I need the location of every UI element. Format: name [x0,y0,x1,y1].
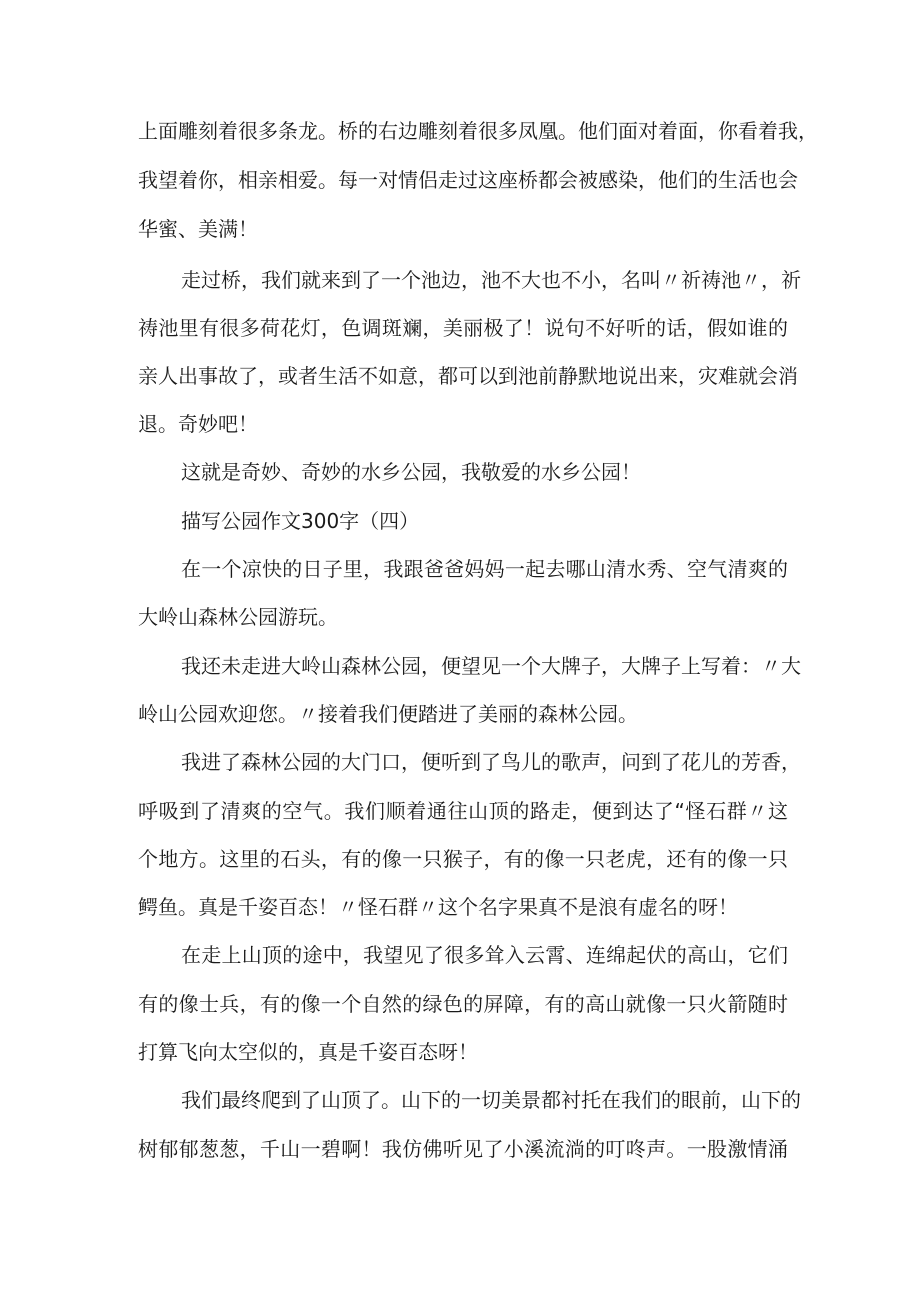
text-line: 个地方。这里的石头，有的像一只猴子，有的像一只老虎，还有的像一只 [138,847,788,871]
text-line: 呼吸到了清爽的空气。我们顺着通往山顶的路走，便到达了“怪石群〃这 [138,799,788,823]
text-line: 亲人出事故了，或者生活不如意，都可以到池前静默地说出来，灾难就会消 [138,364,798,388]
text-line: 在走上山顶的途中，我望见了很多耸入云霄、连绵起伏的高山，它们 [181,943,788,967]
text-line: 我望着你，相亲相爱。每一对情侣走过这座桥都会被感染，他们的生活也会 [138,168,798,192]
text-line: 我进了森林公园的大门口，便听到了鸟儿的歌声，问到了花儿的芳香， [181,750,801,774]
text-line: 上面雕刻着很多条龙。桥的右边雕刻着很多凤凰。他们面对着面，你看着我， [138,119,818,143]
text-line: 大岭山森林公园游玩。 [138,605,338,629]
text-line: 祷池里有很多荷花灯，色调斑斓，美丽极了！说句不好听的话，假如谁的 [138,316,788,340]
text-line: 退。奇妙吧！ [138,412,258,436]
text-line: 有的像士兵，有的像一个自然的绿色的屏障，有的高山就像一只火箭随时 [138,992,788,1016]
text-line: 华蜜、美满！ [138,217,258,241]
text-line: 我还未走进大岭山森林公园，便望见一个大牌子，大牌子上写着：〃大 [181,654,801,678]
text-line: 打算飞向太空似的，真是千姿百态呀！ [138,1040,478,1064]
text-line: 在一个凉快的日子里，我跟爸爸妈妈一起去哪山清水秀、空气清爽的 [181,557,788,581]
text-line: 鳄鱼。真是千姿百态！〃怪石群〃这个名字果真不是浪有虚名的呀！ [138,895,738,919]
text-line: 走过桥，我们就来到了一个池边，池不大也不小，名叫〃祈祷池〃，祈 [181,268,801,292]
text-line: 我们最终爬到了山顶了。山下的一切美景都衬托在我们的眼前，山下的 [181,1088,801,1112]
text-line: 树郁郁葱葱，千山一碧啊！我仿佛听见了小溪流淌的叮咚声。一股激情涌 [138,1137,788,1161]
text-line: 岭山公园欢迎您。〃接着我们便踏进了美丽的森林公园。 [138,702,638,726]
text-line: 这就是奇妙、奇妙的水乡公园，我敬爱的水乡公园！ [181,460,641,484]
section-heading: 描写公园作文300字（四） [181,509,420,533]
